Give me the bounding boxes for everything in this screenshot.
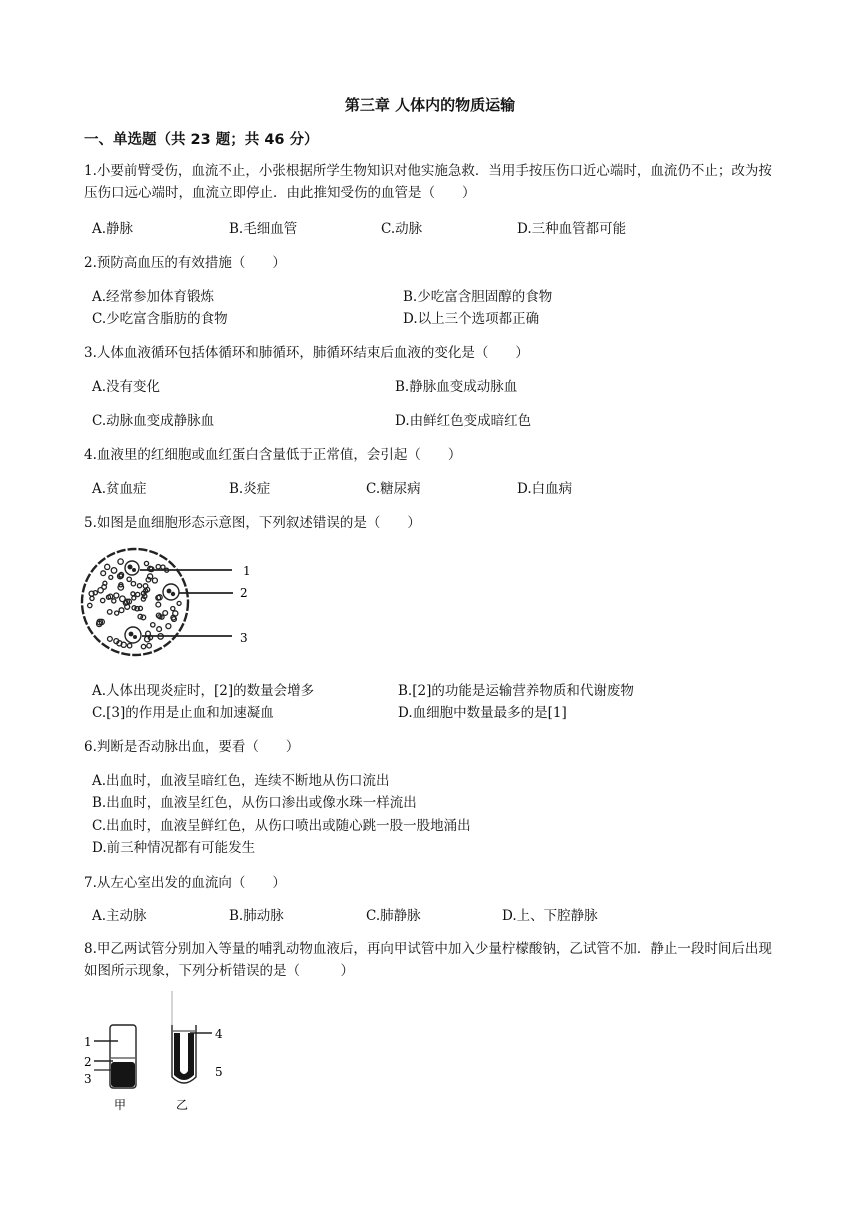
fig8-label-yi: 乙 xyxy=(176,1098,189,1112)
q3-option-c[interactable]: C.动脉血变成静脉血 xyxy=(92,413,215,429)
q6-option-c[interactable]: C.出血时，血液呈鲜红色，从伤口喷出或随心跳一股一股地涌出 xyxy=(92,818,471,834)
question-4-stem: 4.血液里的红细胞或血红蛋白含量低于正常值，会引起（ ） xyxy=(84,447,462,463)
q2-option-a[interactable]: A.经常参加体育锻炼 xyxy=(92,289,215,305)
question-7-stem: 7.从左心室出发的血流向（ ） xyxy=(84,875,286,891)
q5-option-b[interactable]: B.[2]的功能是运输营养物质和代谢废物 xyxy=(398,683,634,699)
page-title: 第三章 人体内的物质运输 xyxy=(344,96,516,114)
fig8-label-3: 3 xyxy=(84,1072,92,1086)
q1-option-a[interactable]: A.静脉 xyxy=(92,221,134,237)
q5-option-a[interactable]: A.人体出现炎症时，[2]的数量会增多 xyxy=(92,683,315,699)
q3-option-b[interactable]: B.静脉血变成动脉血 xyxy=(395,379,518,395)
blood-cell-figure xyxy=(80,540,270,666)
q4-option-c[interactable]: C.糖尿病 xyxy=(366,481,421,497)
fig5-label-2: 2 xyxy=(240,586,248,600)
q4-option-a[interactable]: A.贫血症 xyxy=(92,481,147,497)
q5-option-c[interactable]: C.[3]的作用是止血和加速凝血 xyxy=(92,705,274,721)
question-8-stem: 8.甲乙两试管分别加入等量的哺乳动物血液后，再向甲试管中加入少量柠檬酸钠，乙试管不加．静止一段时间后出现如图所示现象，下列分析错误的是（ ） xyxy=(84,941,772,979)
q2-option-c[interactable]: C.少吃富含脂肪的食物 xyxy=(92,311,228,327)
q7-option-c[interactable]: C.肺静脉 xyxy=(366,908,421,924)
fig8-label-4: 4 xyxy=(215,1027,223,1041)
question-5-stem: 5.如图是血细胞形态示意图，下列叙述错误的是（ ） xyxy=(84,515,421,531)
question-3-stem: 3.人体血液循环包括体循环和肺循环，肺循环结束后血液的变化是（ ） xyxy=(84,345,529,361)
q1-option-d[interactable]: D.三种血管都可能 xyxy=(517,221,627,237)
fig5-label-1: 1 xyxy=(243,564,251,578)
q2-option-d[interactable]: D.以上三个选项都正确 xyxy=(403,311,540,327)
fig5-label-3: 3 xyxy=(240,631,248,645)
q7-option-d[interactable]: D.上、下腔静脉 xyxy=(502,908,598,924)
q6-option-b[interactable]: B.出血时，血液呈红色，从伤口渗出或像水珠一样流出 xyxy=(92,795,417,811)
q6-option-a[interactable]: A.出血时，血液呈暗红色，连续不断地从伤口流出 xyxy=(92,773,390,789)
fig8-label-2: 2 xyxy=(84,1055,92,1069)
test-tube-jia xyxy=(94,1025,136,1088)
q1-option-b[interactable]: B.毛细血管 xyxy=(229,221,298,237)
fig8-label-jia: 甲 xyxy=(114,1098,127,1112)
q2-option-b[interactable]: B.少吃富含胆固醇的食物 xyxy=(403,289,553,305)
q3-option-a[interactable]: A.没有变化 xyxy=(92,379,161,395)
test-tube-yi xyxy=(172,991,212,1083)
q7-option-a[interactable]: A.主动脉 xyxy=(92,908,147,924)
question-1-stem: 1.小要前臂受伤，血流不止，小张根据所学生物知识对他实施急救．当用手按压伤口近心端时，血流仍不止；改为按压伤口远心端时，血流立即停止．由此推知受伤的血管是（ ） xyxy=(84,163,772,201)
q5-option-d[interactable]: D.血细胞中数量最多的是[1] xyxy=(398,705,567,721)
q4-option-d[interactable]: D.白血病 xyxy=(517,481,573,497)
q6-option-d[interactable]: D.前三种情况都有可能发生 xyxy=(92,840,256,856)
fig8-label-1: 1 xyxy=(84,1035,92,1049)
section-heading: 一、单选题（共 23 题；共 46 分） xyxy=(84,132,319,148)
question-6-stem: 6.判断是否动脉出血，要看（ ） xyxy=(84,739,300,755)
fig8-label-5: 5 xyxy=(215,1065,223,1079)
q1-option-c[interactable]: C.动脉 xyxy=(381,221,423,237)
q3-option-d[interactable]: D.由鲜红色变成暗红色 xyxy=(395,413,532,429)
question-2-stem: 2.预防高血压的有效措施（ ） xyxy=(84,255,286,271)
q4-option-b[interactable]: B.炎症 xyxy=(229,481,271,497)
test-tube-figure xyxy=(80,985,250,1115)
q7-option-b[interactable]: B.肺动脉 xyxy=(229,908,284,924)
